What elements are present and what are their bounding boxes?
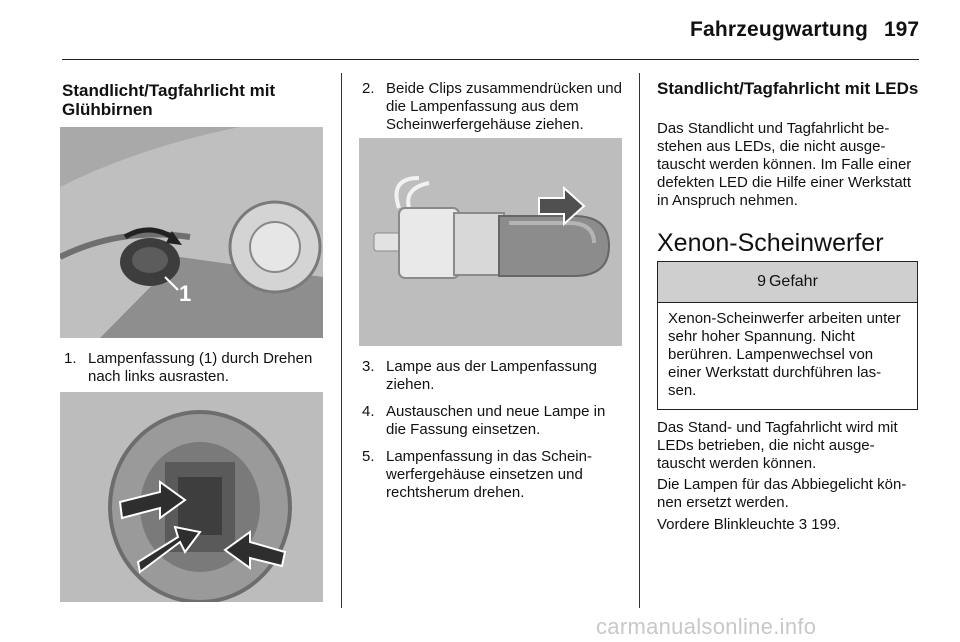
section-heading-leds: Standlicht/Tagfahrlicht mit LEDs	[657, 79, 919, 98]
warning-box	[657, 261, 918, 410]
steps-list-left	[64, 350, 326, 395]
step-text: Lampenfassung (1) durch Drehen nach links ausrasten.	[88, 350, 313, 385]
photo-bulb-holder	[359, 138, 622, 346]
warning-label: Gefahr	[768, 273, 818, 290]
photo-headlamp-socket	[60, 127, 323, 338]
cross-reference-page[interactable]: 199.	[811, 516, 841, 533]
led-intro-text: Das Standlicht und Tagfahrlicht be-stehen aus LEDs, die nicht ausge-tauscht werden können. Im Falle einer defekten LED die Hilfe einer Werkstatt in Anspruch nehmen.	[657, 120, 912, 209]
page-section-title: Fahrzeugwartung	[690, 18, 869, 41]
step-item	[362, 80, 624, 134]
step-item	[64, 350, 326, 386]
step-number: 2.	[362, 80, 375, 97]
cross-reference	[657, 516, 919, 534]
warning-header	[658, 262, 917, 303]
cross-reference-text: Vordere Blinkleuchte	[657, 516, 795, 533]
step-item	[362, 358, 624, 394]
watermark: carmanualsonline.info	[596, 614, 817, 639]
warning-text: Xenon-Scheinwerfer arbeiten unter sehr hoher Spannung. Nicht berühren. Lampenwechsel von einer Werkstatt durchführen las-sen.	[668, 310, 901, 399]
section-heading-xenon: Xenon-Scheinwerfer	[657, 229, 884, 257]
steps-list-middle-a	[362, 80, 624, 143]
step-item	[362, 403, 624, 439]
step-number: 5.	[362, 448, 375, 465]
step-text: Beide Clips zusammendrücken und die Lampenfassung aus dem Scheinwerfergehäuse ziehen.	[386, 80, 622, 133]
page-ref-arrow-icon: 3	[798, 516, 808, 533]
section-heading-bulbs: Standlicht/Tagfahrlicht mit Glühbirnen	[62, 81, 276, 119]
column-divider-2	[639, 73, 640, 608]
step-text: Austauschen und neue Lampe in die Fassung einsetzen.	[386, 403, 606, 438]
xenon-para-2: Die Lampen für das Abbiegelicht kön-nen ersetzt werden.	[657, 476, 907, 511]
step-text: Lampenfassung in das Schein-werfergehäuse einsetzen und rechtsherum drehen.	[386, 448, 592, 501]
step-number: 3.	[362, 358, 375, 375]
step-number: 1.	[64, 350, 77, 367]
steps-list-middle-b	[362, 358, 624, 511]
photo-socket-clips	[60, 392, 323, 602]
callout-label-1: 1	[179, 281, 192, 306]
step-item	[362, 448, 624, 502]
column-divider-1	[341, 73, 342, 608]
step-number: 4.	[362, 403, 375, 420]
warning-icon: 9	[757, 273, 766, 290]
page-number: 197	[884, 18, 920, 41]
xenon-para-1: Das Stand- und Tagfahrlicht wird mit LEDs betrieben, die nicht ausge-tauscht werden können.	[657, 419, 898, 472]
header-rule	[62, 59, 919, 60]
step-text: Lampe aus der Lampenfassung ziehen.	[386, 358, 597, 393]
